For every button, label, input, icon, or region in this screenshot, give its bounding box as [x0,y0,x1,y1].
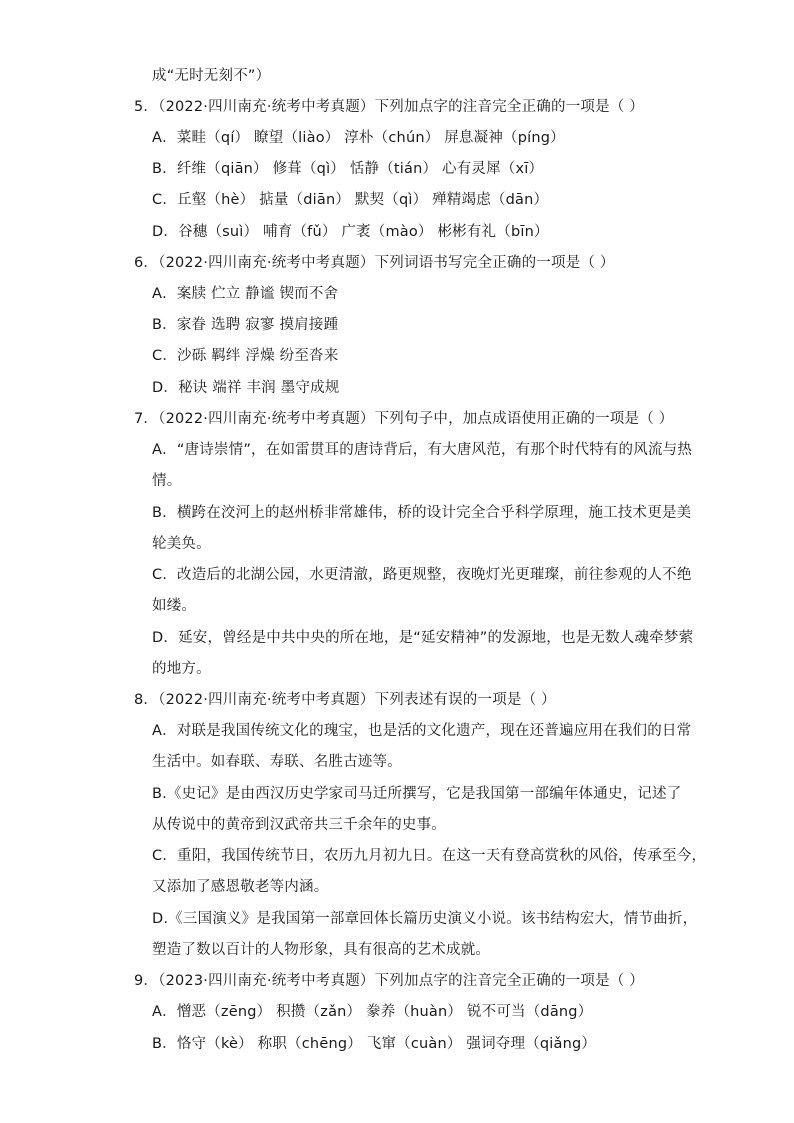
question-8-option-c: C．重阳，我国传统节日，农历九月初九日。在这一天有登高赏秋的风俗，传承至今， [152,848,707,864]
question-7-option-a: A．“唐诗崇情”，在如雷贯耳的唐诗背后，有大唐风范，有那个时代特有的风流与热 [152,442,693,458]
question-7-option-d-cont: 的地方。 [152,661,211,677]
question-8-option-b-cont: 从传说中的黄帝到汉武帝共三千余年的史事。 [152,817,446,833]
question-5-option-c: C．丘壑（hè） 掂量（diān） 默契（qì） 殚精竭虑（dān） [152,192,549,208]
question-8-option-c-cont: 又添加了感恩敬老等内涵。 [152,879,329,895]
question-6-option-a: A．案牍 伫立 静谧 锲而不舍 [152,286,339,302]
question-6-stem: 6．（2022·四川南充·统考中考真题）下列词语书写完全正确的一项是（ ） [134,255,615,271]
question-6-option-d: D．秘诀 端祥 丰润 墨守成规 [152,380,340,396]
question-5-option-a: A．菜畦（qí） 瞭望（liào） 淳朴（chún） 屏息凝神（píng） [152,130,565,146]
question-8-option-a-cont: 生活中。如春联、寿联、名胜古迹等。 [152,754,402,770]
question-8-option-b: B.《史记》是由西汉历史学家司马迁所撰写，它是我国第一部编年体通史，记述了 [152,786,682,802]
question-7-option-b: B．横跨在洨河上的赵州桥非常雄伟，桥的设计完全合乎科学原理，施工技术更是美 [152,505,692,521]
question-8-option-d: D.《三国演义》是我国第一部章回体长篇历史演义小说。该书结构宏大，情节曲折， [152,911,698,927]
question-9-option-a: A．憎恶（zēng） 积攒（zǎn） 豢养（huàn） 锐不可当（dāng） [152,1004,593,1020]
question-7-option-b-cont: 轮美奂。 [152,536,211,552]
question-7-option-c: C．改造后的北湖公园，水更清澈，路更规整，夜晚灯光更璀璨，前往参观的人不绝 [152,567,692,583]
question-9-stem: 9．（2023·四川南充·统考中考真题）下列加点字的注音完全正确的一项是（ ） [134,973,645,989]
question-6-option-c: C．沙砾 羁绊 浮燥 纷至沓来 [152,348,339,364]
question-5-stem: 5．（2022·四川南充·统考中考真题）下列加点字的注音完全正确的一项是（ ） [134,99,645,115]
question-8-option-d-cont: 塑造了数以百计的人物形象，具有很高的艺术成就。 [152,942,491,958]
question-8-stem: 8．（2022·四川南充·统考中考真题）下列表述有误的一项是（ ） [134,692,556,708]
text-line: 成“无时无刻不”） [152,68,271,84]
question-6-option-b: B．家眷 选聘 寂寥 摸肩接踵 [152,317,339,333]
question-7-option-a-cont: 情。 [152,473,182,489]
question-7-option-c-cont: 如缕。 [152,598,197,614]
question-7-option-d: D．延安，曾经是中共中央的所在地，是“延安精神”的发源地，也是无数人魂牵梦萦 [152,630,694,646]
question-7-stem: 7．（2022·四川南充·统考中考真题）下列句子中，加点成语使用正确的一项是（ ） [134,411,674,427]
question-5-option-b: B．纤维（qiān） 修葺（qì） 恬静（tián） 心有灵犀（xī） [152,161,544,177]
question-9-option-b: B．恪守（kè） 称职（chēng） 飞窜（cuàn） 强词夺理（qiǎng） [152,1036,597,1052]
question-5-option-d: D．谷穗（suì） 哺育（fǔ） 广袤（mào） 彬彬有礼（bīn） [152,224,549,240]
question-8-option-a: A．对联是我国传统文化的瑰宝，也是活的文化遗产，现在还普遍应用在我们的日常 [152,723,692,739]
